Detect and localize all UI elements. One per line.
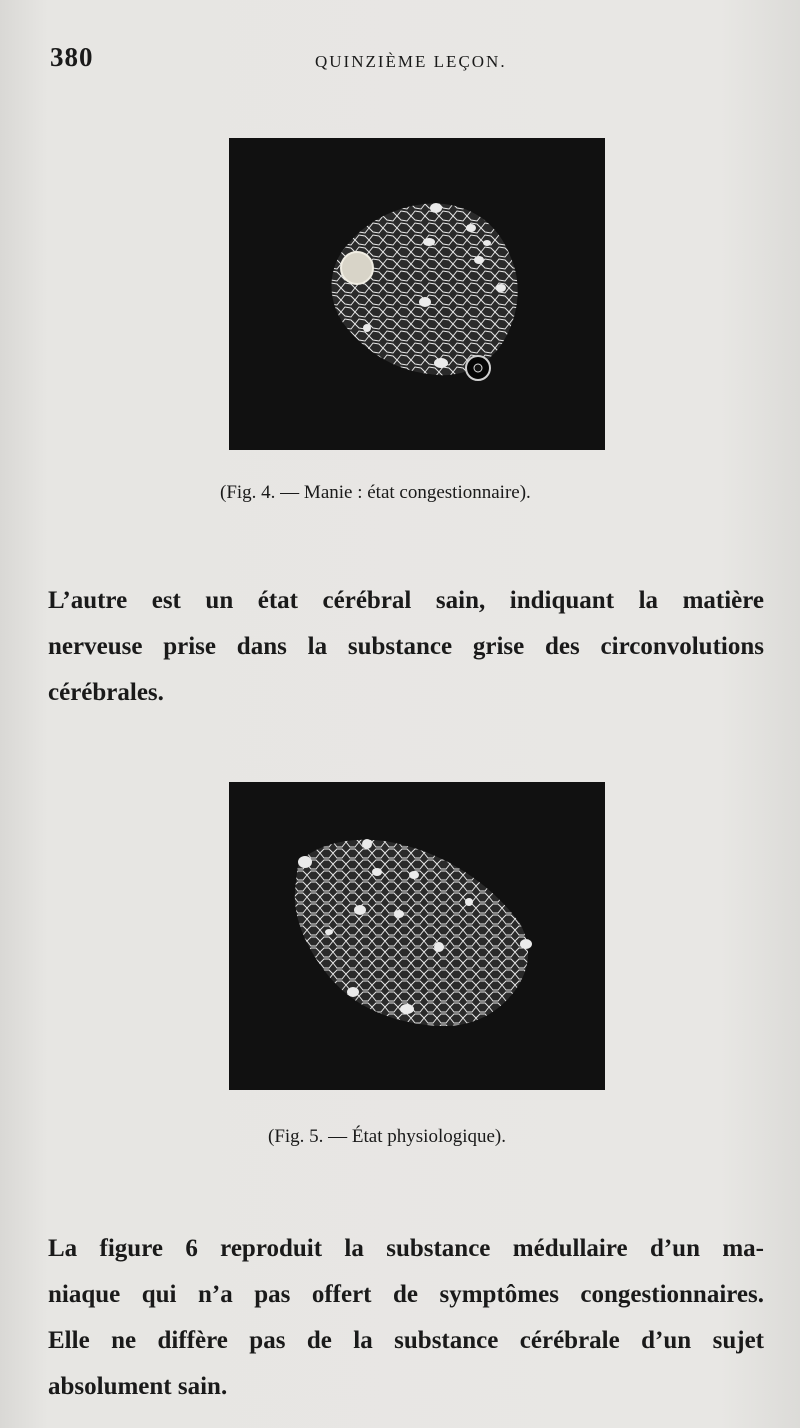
paragraph-line: absolument sain.: [48, 1373, 228, 1400]
figure-4-micrograph: [229, 138, 605, 450]
paragraph-line: cérébrales.: [48, 679, 164, 706]
paragraph-2: [48, 1226, 764, 1410]
paragraph-line: nerveuse prise dans la substance grise des circonvolutions: [48, 633, 764, 660]
micrograph-congestion: [229, 138, 605, 450]
page-header: [50, 42, 760, 82]
paragraph-line: La figure 6 reproduit la substance médullaire d’un ma-: [48, 1235, 764, 1262]
page-number: 380: [50, 42, 94, 72]
paragraph-line: niaque qui n’a pas offert de symptômes congestionnaires.: [48, 1281, 764, 1308]
figure-4-caption: (Fig. 4. — Manie : état congestionnaire).: [220, 482, 531, 503]
paragraph-line: L’autre est un état cérébral sain, indiquant la matière: [48, 587, 764, 614]
figure-5-caption: (Fig. 5. — État physiologique).: [268, 1126, 507, 1147]
running-title: QUINZIÈME LEÇON.: [315, 52, 507, 71]
paragraph-line: Elle ne diffère pas de la substance cérébrale d’un sujet: [48, 1327, 764, 1354]
figure-5-micrograph: [229, 782, 605, 1090]
paragraph-1: [48, 578, 764, 716]
micrograph-physiological: [229, 782, 605, 1090]
